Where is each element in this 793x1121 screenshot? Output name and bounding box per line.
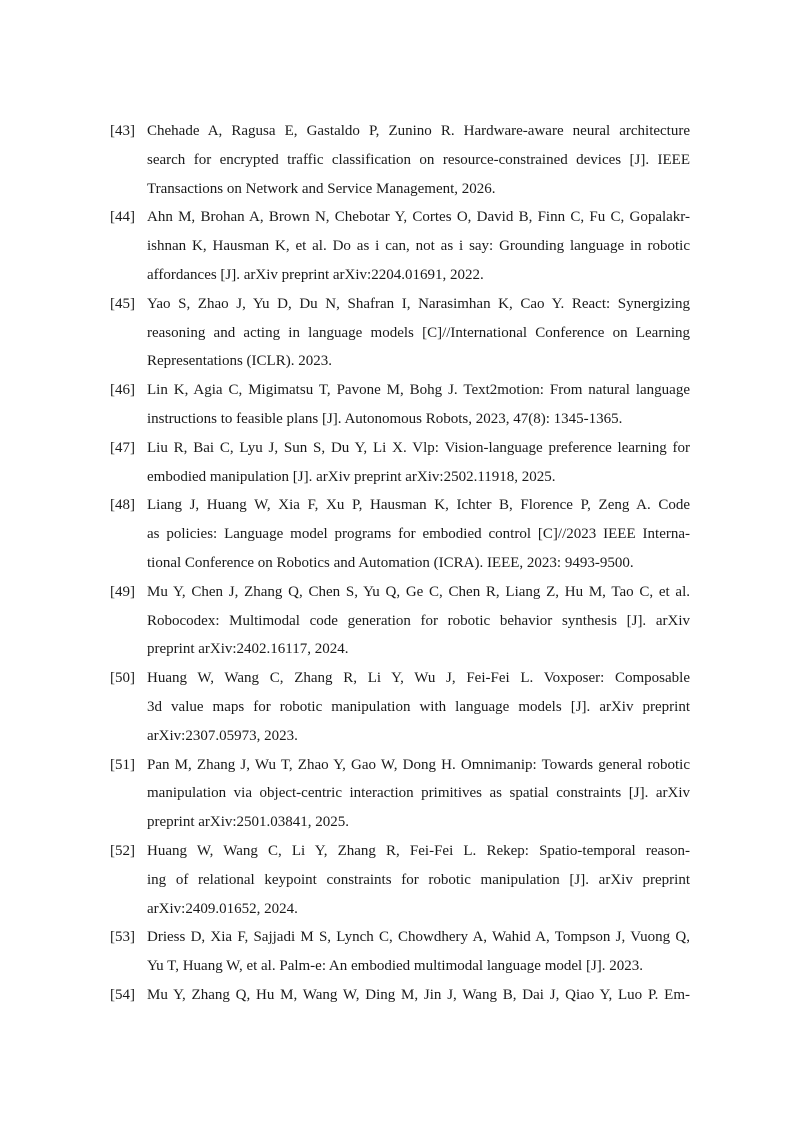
reference-line: Mu Y, Chen J, Zhang Q, Chen S, Yu Q, Ge C, Chen R, Liang Z, Hu M, Tao C, et al. (147, 583, 690, 600)
reference-line: affordances [J]. arXiv preprint arXiv:2204.01691, 2022. (147, 266, 484, 283)
reference-entry (110, 434, 690, 492)
reference-line: Driess D, Xia F, Sajjadi M S, Lynch C, Chowdhery A, Wahid A, Tompson J, Vuong Q, (147, 929, 690, 946)
reference-number: [52] (110, 842, 135, 859)
reference-line: Transactions on Network and Service Management, 2026. (147, 180, 496, 197)
reference-text (147, 117, 690, 203)
reference-number: [50] (110, 670, 135, 687)
reference-line: ing of relational keypoint constraints for robotic manipulation [J]. arXiv preprint (147, 871, 690, 888)
reference-line: Ahn M, Brohan A, Brown N, Chebotar Y, Cortes O, David B, Finn C, Fu C, Gopalakr- (147, 209, 690, 226)
reference-entry (110, 981, 690, 1010)
reference-line: Robocodex: Multimodal code generation for robotic behavior synthesis [J]. arXiv (147, 612, 690, 629)
reference-line: Liang J, Huang W, Xia F, Xu P, Hausman K, Ichter B, Florence P, Zeng A. Code (147, 497, 690, 514)
reference-entry (110, 751, 690, 837)
reference-entry (110, 203, 690, 289)
reference-number: [53] (110, 929, 135, 946)
reference-line: Yu T, Huang W, et al. Palm-e: An embodied multimodal language model [J]. 2023. (147, 958, 644, 975)
reference-entry (110, 664, 690, 750)
reference-number: [48] (110, 497, 135, 514)
reference-text (147, 751, 690, 837)
reference-text (147, 203, 690, 289)
reference-line: Pan M, Zhang J, Wu T, Zhao Y, Gao W, Dong H. Omnimanip: Towards general robotic (147, 756, 690, 773)
reference-line: Lin K, Agia C, Migimatsu T, Pavone M, Bohg J. Text2motion: From natural language (147, 382, 690, 399)
reference-line: embodied manipulation [J]. arXiv preprint arXiv:2502.11918, 2025. (147, 468, 556, 485)
reference-line: 3d value maps for robotic manipulation with language models [J]. arXiv preprint (147, 698, 690, 715)
reference-number: [47] (110, 439, 135, 456)
reference-line: ishnan K, Hausman K, et al. Do as i can, not as i say: Grounding language in robotic (147, 238, 690, 255)
reference-line: arXiv:2409.01652, 2024. (147, 900, 298, 917)
reference-line: Liu R, Bai C, Lyu J, Sun S, Du Y, Li X. Vlp: Vision-language preference learning for (147, 439, 690, 456)
reference-line: tional Conference on Robotics and Automation (ICRA). IEEE, 2023: 9493-9500. (147, 554, 634, 571)
reference-entry (110, 578, 690, 664)
reference-number: [44] (110, 209, 135, 226)
reference-entry (110, 837, 690, 923)
reference-number: [43] (110, 123, 135, 139)
reference-entry (110, 923, 690, 981)
reference-entry (110, 290, 690, 376)
reference-line: Chehade A, Ragusa E, Gastaldo P, Zunino R. Hardware-aware neural architecture (147, 123, 690, 139)
reference-line: Huang W, Wang C, Li Y, Zhang R, Fei-Fei L. Rekep: Spatio-temporal reason- (147, 842, 690, 859)
reference-entry (110, 376, 690, 434)
reference-list (110, 117, 690, 1010)
reference-line: search for encrypted traffic classification on resource-constrained devices [J]. IEEE (147, 151, 690, 168)
reference-line: Representations (ICLR). 2023. (147, 353, 332, 370)
reference-number: [51] (110, 756, 135, 773)
reference-line: instructions to feasible plans [J]. Autonomous Robots, 2023, 47(8): 1345-1365. (147, 410, 623, 427)
reference-text (147, 923, 690, 981)
reference-line: preprint arXiv:2501.03841, 2025. (147, 814, 350, 831)
reference-text (147, 434, 690, 492)
reference-line: manipulation via object-centric interaction primitives as spatial constraints [J]. arXiv (147, 785, 690, 802)
reference-text (147, 290, 690, 376)
reference-line: reasoning and acting in language models [C]//International Conference on Learning (147, 324, 690, 341)
reference-number: [45] (110, 295, 135, 312)
reference-line: Mu Y, Zhang Q, Hu M, Wang W, Ding M, Jin J, Wang B, Dai J, Qiao Y, Luo P. Em- (147, 986, 690, 1003)
reference-line: arXiv:2307.05973, 2023. (147, 727, 298, 744)
reference-text (147, 578, 690, 664)
reference-line: as policies: Language model programs for embodied control [C]//2023 IEEE Interna- (147, 526, 690, 543)
reference-number: [46] (110, 382, 135, 399)
reference-text (147, 664, 690, 750)
reference-text (147, 981, 690, 1010)
reference-text (147, 837, 690, 923)
reference-entry (110, 117, 690, 203)
reference-line: Huang W, Wang C, Zhang R, Li Y, Wu J, Fei-Fei L. Voxposer: Composable (147, 670, 690, 687)
reference-line: Yao S, Zhao J, Yu D, Du N, Shafran I, Narasimhan K, Cao Y. React: Synergizing (147, 295, 690, 312)
reference-line: preprint arXiv:2402.16117, 2024. (147, 641, 349, 658)
reference-number: [54] (110, 986, 135, 1003)
reference-number: [49] (110, 583, 135, 600)
reference-entry (110, 491, 690, 577)
reference-text (147, 491, 690, 577)
reference-text (147, 376, 690, 434)
